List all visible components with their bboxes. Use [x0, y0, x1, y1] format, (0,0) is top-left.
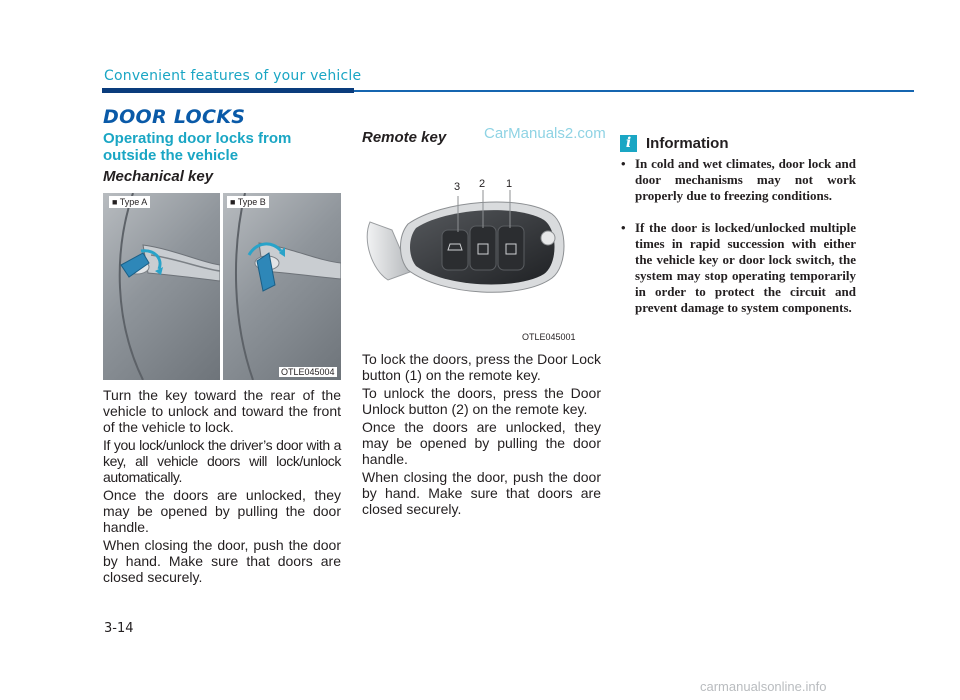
door-handle-type-a-illustration: [103, 193, 220, 380]
info-bullet: [621, 156, 856, 204]
remote-key-illustration: [362, 160, 601, 345]
col1-paragraph: Once the doors are unlocked, they may be opened by pulling the door handle.: [103, 487, 341, 535]
col2-paragraph: To unlock the doors, press the Door Unlock button (2) on the remote key.: [362, 385, 601, 417]
mechanical-key-heading: Mechanical key: [103, 168, 214, 185]
type-a-label: ■ Type A: [109, 196, 150, 208]
remote-key-heading: Remote key: [362, 129, 447, 146]
page-number: 3-14: [104, 621, 134, 636]
watermark-bottom: carmanualsonline.info: [700, 679, 827, 694]
col2-paragraph: When closing the door, push the door by hand. Make sure that doors are closed securely.: [362, 469, 601, 517]
info-icon: i: [620, 135, 637, 152]
info-title: Information: [646, 135, 729, 152]
section-title: DOOR LOCKS: [103, 106, 246, 128]
info-bullet-text: If the door is locked/unlocked multiple times in rapid succession with either the vehicle key or door lock switch, the system may stop operating temporarily in order to protect the circuit and prevent damage to system components.: [635, 220, 856, 315]
col2-paragraph: Once the doors are unlocked, they may be opened by pulling the door handle.: [362, 419, 601, 467]
remote-key-image: [362, 160, 601, 345]
type-b-label: ■ Type B: [227, 196, 269, 208]
image-code-mechanical: OTLE045004: [281, 367, 335, 377]
col1-paragraph: If you lock/unlock the driver’s door with a key, all vehicle doors will lock/unlock automatically.: [103, 437, 341, 485]
bullet-dot: •: [621, 220, 626, 235]
header-bar: [102, 88, 354, 93]
col1-paragraph: When closing the door, push the door by hand. Make sure that doors are closed securely.: [103, 537, 341, 585]
callout-1: 1: [506, 178, 513, 190]
type-a-photo: [103, 193, 220, 380]
watermark-top: CarManuals2.com: [484, 125, 606, 142]
col1-paragraph: Turn the key toward the rear of the vehicle to unlock and toward the front of the vehicle to lock.: [103, 387, 341, 435]
header-title: Convenient features of your vehicle: [104, 68, 362, 84]
callout-3: 3: [454, 181, 461, 193]
col1-subheading-line2: outside the vehicle: [103, 147, 239, 164]
col2-paragraph: To lock the doors, press the Door Lock button (1) on the remote key.: [362, 351, 601, 383]
header-rule: [354, 90, 914, 92]
info-bullet: [621, 220, 856, 316]
image-code-remote: OTLE045001: [522, 332, 576, 342]
info-bullet-text: In cold and wet climates, door lock and door mechanisms may not work properly due to freezing conditions.: [635, 156, 856, 203]
type-b-photo: [223, 193, 341, 380]
callout-2: 2: [479, 178, 486, 190]
door-handle-type-b-illustration: [223, 193, 341, 380]
col1-subheading-line1: Operating door locks from: [103, 130, 292, 147]
col1-subheading: [103, 130, 353, 164]
bullet-dot: •: [621, 156, 626, 171]
